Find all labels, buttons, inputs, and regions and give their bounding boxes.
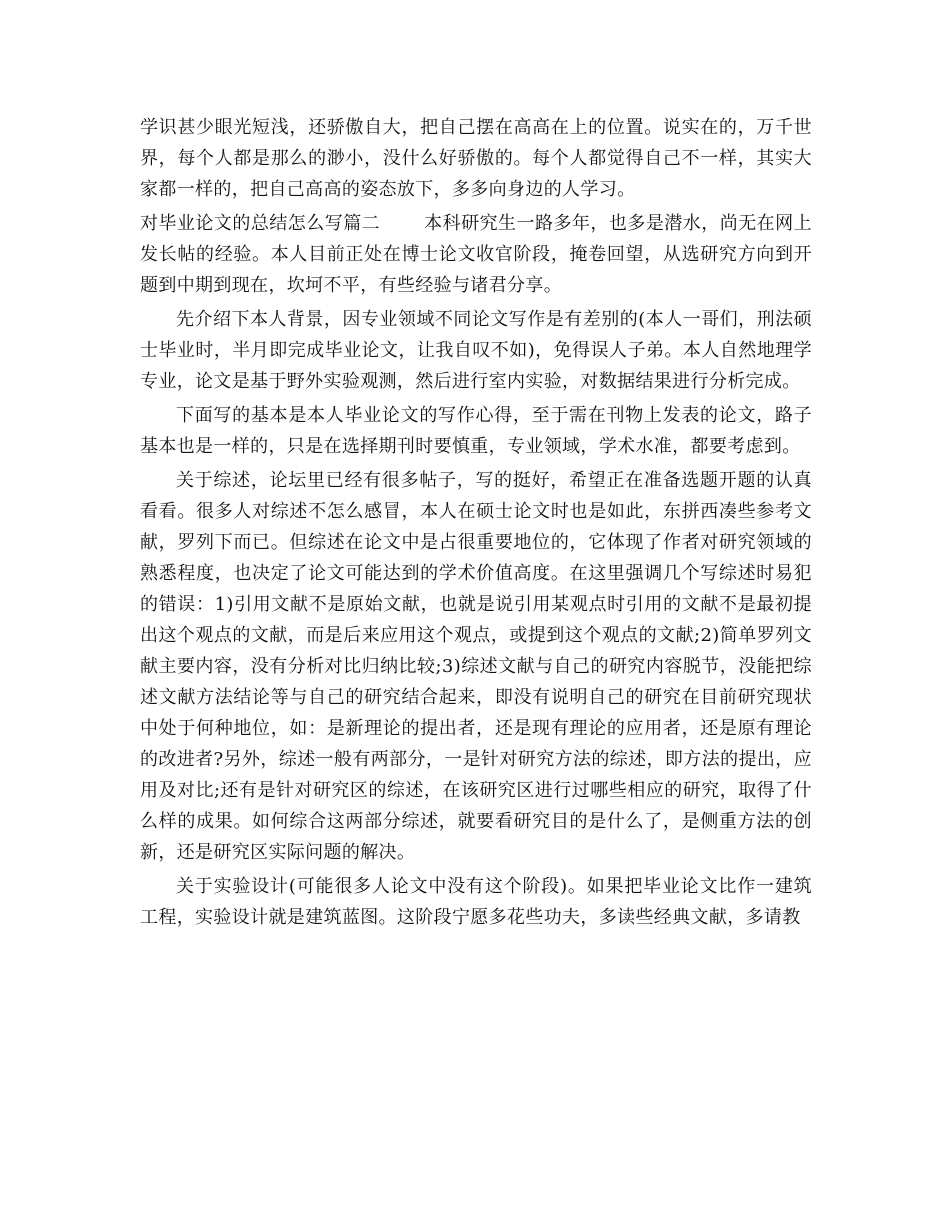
paragraph-continued-intro bbox=[140, 112, 812, 205]
section-title: 对毕业论文的总结怎么写篇二 bbox=[140, 213, 381, 234]
paragraph-text: 本科研究生一路多年，也多是潜水，尚无在网上发长帖的经验。本人目前正处在博士论文收官阶段，掩卷回望，从选研究方向到开题到中期到现在，坎坷不平，有些经验与诸君分享。 bbox=[140, 213, 812, 296]
paragraph-writing-notes bbox=[140, 400, 812, 462]
paragraph-background bbox=[140, 304, 812, 397]
paragraph-text: 下面写的基本是本人毕业论文的写作心得，至于需在刊物上发表的论文，路子基本也是一样的，只是在选择期刊时要慎重，专业领域，学术水准，都要考虑到。 bbox=[140, 405, 812, 457]
document-body bbox=[140, 112, 812, 936]
paragraph-text: 关于综述，论坛里已经有很多帖子，写的挺好，希望正在准备选题开题的认真看看。很多人对综述不怎么感冒，本人在硕士论文时也是如此，东拼西凑些参考文献，罗列下而已。但综述在论文中是占很重要地位的，它体现了作者对研究领域的熟悉程度，也决定了论文可能达到的学术价值高度。在这里强调几个写综述时易犯的错误：1)引用文献不是原始文献，也就是说引用某观点时引用的文献不是最初提出这个观点的文献，而是后来应用这个观点，或提到这个观点的文献;2)简单罗列文献主要内容，没有分析对比归纳比较;3)综述文献与自己的研究内容脱节，没能把综述文献方法结论等与自己的研究结合起来，即没有说明自己的研究在目前研究现状中处于何种地位，如：是新理论的提出者，还是现有理论的应用者，还是原有理论的改进者?另外，综述一般有两部分，一是针对研究方法的综述，即方法的提出，应用及对比;还有是针对研究区的综述，在该研究区进行过哪些相应的研究，取得了什么样的成果。如何综合这两部分综述，就要看研究目的是什么了，是侧重方法的创新，还是研究区实际问题的解决。 bbox=[140, 470, 812, 863]
paragraph-section-two bbox=[140, 208, 812, 301]
paragraph-text: 先介绍下本人背景，因专业领域不同论文写作是有差别的(本人一哥们，刑法硕士毕业时，半月即完成毕业论文，让我自叹不如)，免得误人子弟。本人自然地理学专业，论文是基于野外实验观测，然后进行室内实验，对数据结果进行分析完成。 bbox=[140, 309, 812, 392]
paragraph-text: 关于实验设计(可能很多人论文中没有这个阶段)。如果把毕业论文比作一建筑工程，实验设计就是建筑蓝图。这阶段宁愿多花些功夫，多读些经典文献，多请教 bbox=[140, 876, 812, 928]
paragraph-literature-review bbox=[140, 465, 812, 868]
paragraph-text: 学识甚少眼光短浅，还骄傲自大，把自己摆在高高在上的位置。说实在的，万千世界，每个人都是那么的渺小，没什么好骄傲的。每个人都觉得自己不一样，其实大家都一样的，把自己高高的姿态放下，多多向身边的人学习。 bbox=[140, 117, 812, 200]
paragraph-experiment-design bbox=[140, 871, 812, 933]
